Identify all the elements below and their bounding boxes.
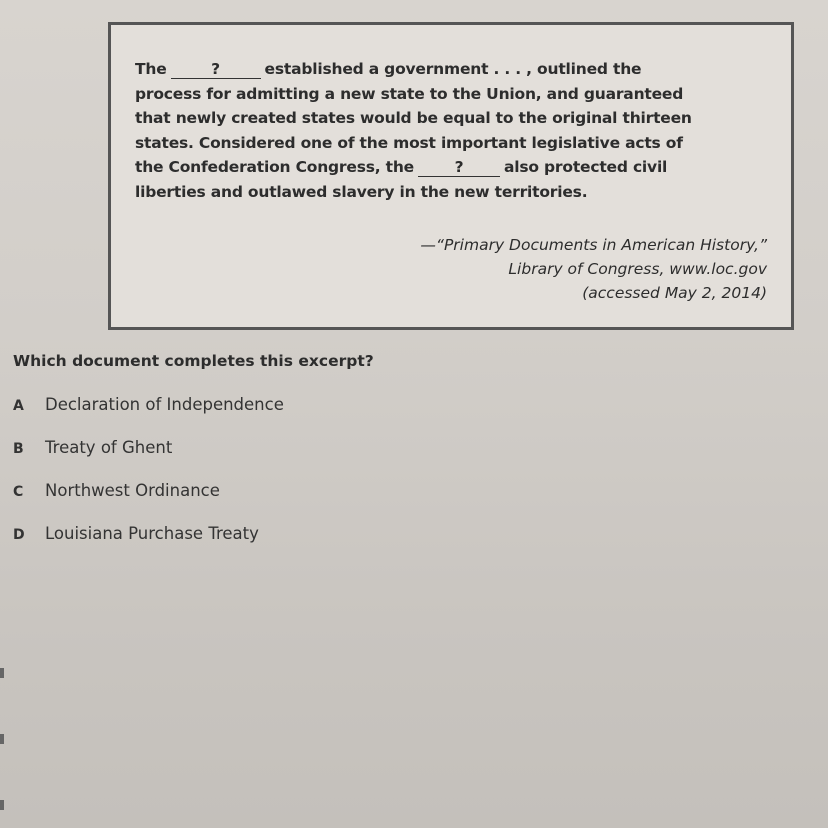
blank: ? [171, 61, 261, 79]
edge-mark [0, 668, 4, 678]
citation-line: Library of Congress, www.loc.gov [508, 260, 767, 278]
excerpt-line: that newly created states would be equal to the original thirteen [135, 109, 692, 127]
citation-line: —“Primary Documents in American History,” [420, 236, 767, 254]
answer-choices [13, 395, 284, 567]
excerpt-line [135, 155, 775, 180]
answer-choice-d[interactable] [13, 524, 284, 567]
choice-text: Declaration of Independence [45, 395, 284, 414]
excerpt-line: liberties and outlawed slavery in the new territories. [135, 182, 588, 201]
blank: ? [418, 159, 500, 177]
excerpt-line [135, 57, 775, 82]
answer-choice-c[interactable] [13, 481, 284, 524]
edge-mark [0, 800, 4, 810]
choice-text: Louisiana Purchase Treaty [45, 524, 259, 543]
excerpt-line: states. Considered one of the most important legislative acts of [135, 133, 683, 152]
excerpt-line-text: also protected civil [503, 158, 668, 176]
excerpt-line-text: established a government . . . , outlined the [264, 60, 642, 78]
excerpt-box [108, 22, 794, 330]
excerpt-line: process for admitting a new state to the Union, and guaranteed [135, 84, 684, 103]
citation [420, 233, 767, 305]
excerpt-line-text: the Confederation Congress, the [135, 158, 414, 176]
choice-text: Northwest Ordinance [45, 481, 220, 500]
answer-choice-b[interactable] [13, 438, 284, 481]
choice-letter: B [13, 441, 24, 457]
citation-line: (accessed May 2, 2014) [582, 284, 767, 302]
choice-text: Treaty of Ghent [45, 438, 173, 457]
choice-letter: A [13, 398, 24, 414]
question-text: Which document completes this excerpt? [13, 352, 374, 370]
excerpt-line-text: The [135, 60, 167, 78]
choice-letter: C [13, 484, 24, 500]
choice-letter: D [13, 527, 25, 543]
edge-mark [0, 734, 4, 744]
excerpt-text [135, 57, 775, 204]
answer-choice-a[interactable] [13, 395, 284, 438]
